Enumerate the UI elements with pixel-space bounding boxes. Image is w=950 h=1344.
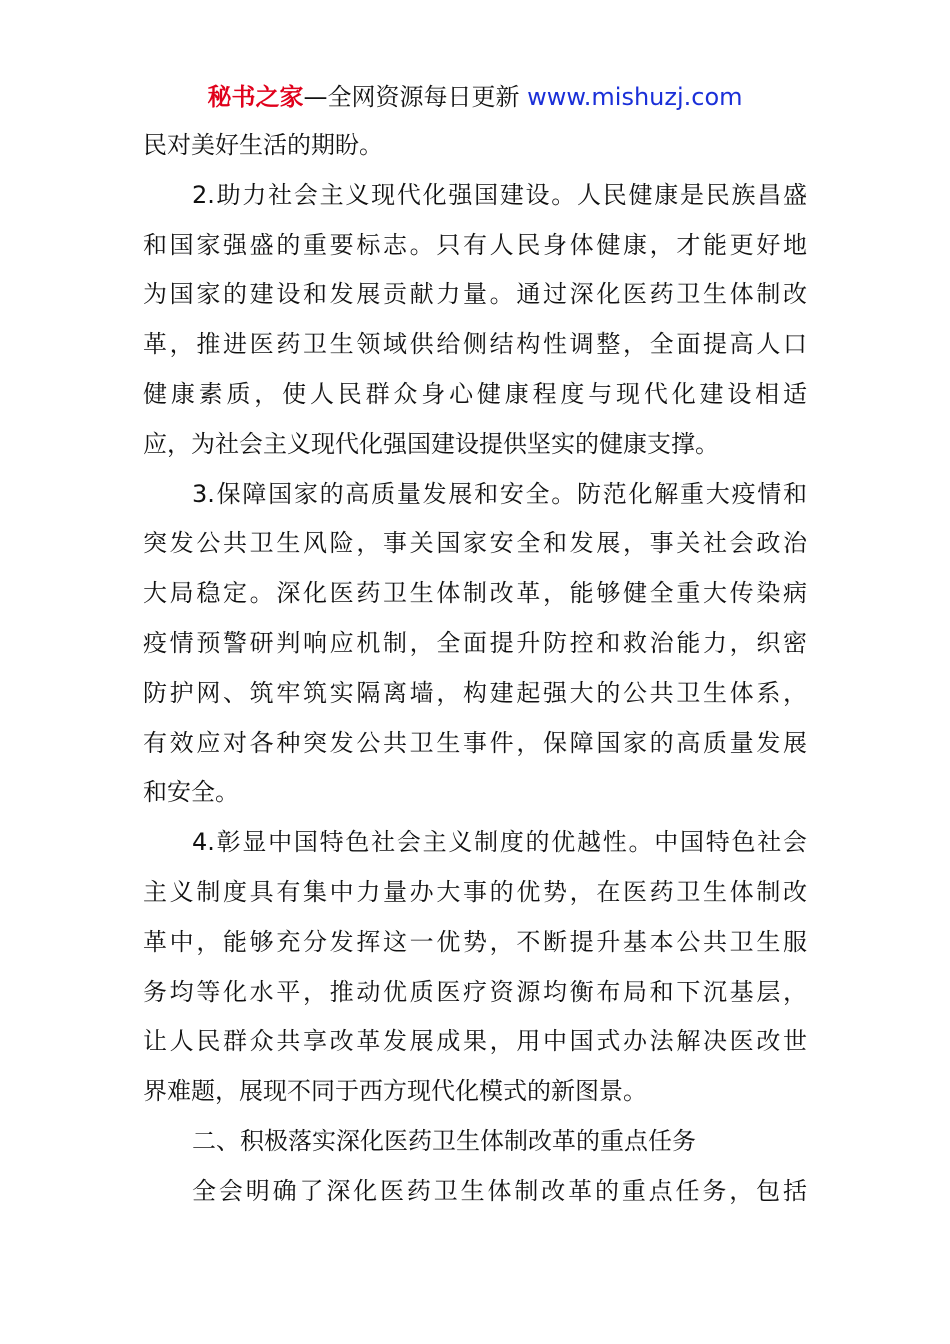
text-line: 和国家强盛的重要标志。只有人民身体健康，才能更好地 bbox=[143, 230, 807, 259]
text-line: 3.保障国家的高质量发展和安全。防范化解重大疫情和 bbox=[192, 479, 807, 508]
text-line: 大局稳定。深化医药卫生体制改革，能够健全重大传染病 bbox=[143, 579, 807, 608]
text-line: 让人民群众共享改革发展成果，用中国式办法解决医改世 bbox=[143, 1027, 807, 1056]
text-line: 2.助力社会主义现代化强国建设。人民健康是民族昌盛 bbox=[192, 180, 807, 209]
text-line: 突发公共卫生风险，事关国家安全和发展，事关社会政治 bbox=[143, 529, 807, 558]
text-line: 和安全。 bbox=[143, 778, 239, 807]
text-line: 健康素质，使人民群众身心健康程度与现代化建设相适 bbox=[143, 379, 807, 408]
text-line: 务均等化水平，推动优质医疗资源均衡布局和下沉基层， bbox=[143, 977, 807, 1006]
text-line: 应，为社会主义现代化强国建设提供坚实的健康支撑。 bbox=[143, 429, 719, 458]
header-slogan: —全网资源每日更新 bbox=[303, 83, 520, 111]
text-line: 全会明确了深化医药卫生体制改革的重点任务，包括 bbox=[192, 1176, 807, 1205]
text-line: 革，推进医药卫生领域供给侧结构性调整，全面提高人口 bbox=[143, 330, 807, 359]
text-line: 界难题，展现不同于西方现代化模式的新图景。 bbox=[143, 1077, 647, 1106]
text-line: 为国家的建设和发展贡献力量。通过深化医药卫生体制改 bbox=[143, 280, 807, 309]
document-body bbox=[143, 121, 807, 1217]
text-line: 疫情预警研判响应机制，全面提升防控和救治能力，织密 bbox=[143, 628, 807, 657]
site-url-link[interactable]: www.mishuzj.com bbox=[527, 83, 743, 111]
brand-name: 秘书之家 bbox=[207, 83, 304, 111]
text-line: 民对美好生活的期盼。 bbox=[143, 131, 383, 159]
page-header bbox=[0, 80, 950, 114]
text-line: 革中，能够充分发挥这一优势，不断提升基本公共卫生服 bbox=[143, 927, 807, 956]
text-line: 4.彰显中国特色社会主义制度的优越性。中国特色社会 bbox=[192, 828, 807, 857]
text-line: 有效应对各种突发公共卫生事件，保障国家的高质量发展 bbox=[143, 728, 807, 757]
section-heading: 二、积极落实深化医药卫生体制改革的重点任务 bbox=[192, 1126, 696, 1155]
text-line: 防护网、筑牢筑实隔离墙，构建起强大的公共卫生体系， bbox=[143, 678, 807, 707]
text-line: 主义制度具有集中力量办大事的优势，在医药卫生体制改 bbox=[143, 877, 807, 906]
